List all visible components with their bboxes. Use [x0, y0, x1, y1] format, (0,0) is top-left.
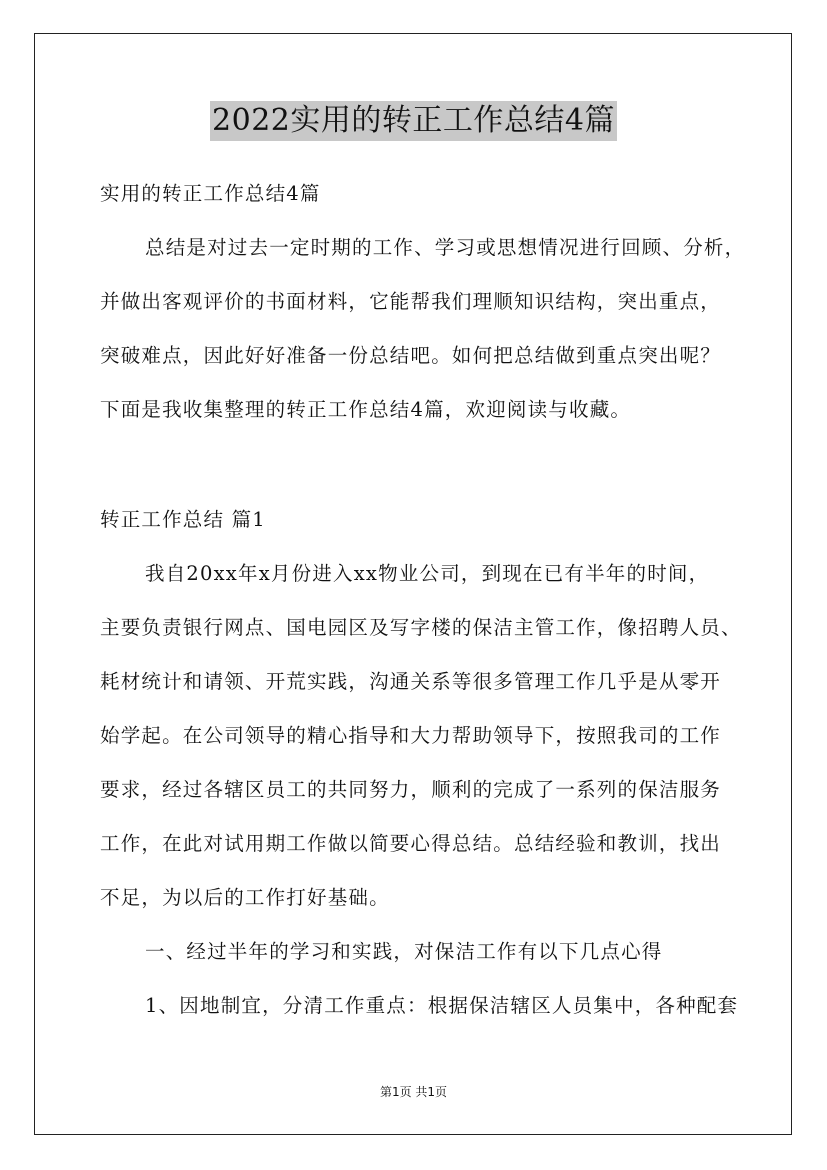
- section-line-4: 始学起。在公司领导的精心指导和大力帮助领导下，按照我司的工作: [100, 724, 722, 747]
- point-1: 1、因地制宜，分清工作重点：根据保洁辖区人员集中，各种配套: [145, 994, 739, 1017]
- document-title: 2022实用的转正工作总结4篇: [210, 101, 617, 141]
- section-line-5: 要求，经过各辖区员工的共同努力，顺利的完成了一系列的保洁服务: [100, 778, 722, 801]
- intro-line-3: 突破难点，因此好好准备一份总结吧。如何把总结做到重点突出呢？: [100, 344, 722, 367]
- section-line-2: 主要负责银行网点、国电园区及写字楼的保洁主管工作，像招聘人员、: [100, 616, 742, 639]
- intro-line-2: 并做出客观评价的书面材料，它能帮我们理顺知识结构，突出重点，: [100, 290, 722, 313]
- section-line-1: 我自20xx年x月份进入xx物业公司，到现在已有半年的时间，: [145, 562, 710, 585]
- section-line-7: 不足，为以后的工作打好基础。: [100, 886, 390, 909]
- section-line-3: 耗材统计和请领、开荒实践，沟通关系等很多管理工作几乎是从零开: [100, 670, 722, 693]
- intro-line-4: 下面是我收集整理的转正工作总结4篇，欢迎阅读与收藏。: [100, 398, 632, 421]
- intro-line-1: 总结是对过去一定时期的工作、学习或思想情况进行回顾、分析，: [145, 236, 746, 259]
- section-heading: 转正工作总结 篇1: [100, 508, 266, 531]
- section-line-6: 工作，在此对试用期工作做以简要心得总结。总结经验和教训，找出: [100, 832, 722, 855]
- title-container: [0, 101, 827, 141]
- page-footer: 第1页 共1页: [379, 1085, 448, 1099]
- document-subtitle: 实用的转正工作总结4篇: [100, 182, 321, 205]
- point-heading: 一、经过半年的学习和实践，对保洁工作有以下几点心得: [145, 940, 663, 963]
